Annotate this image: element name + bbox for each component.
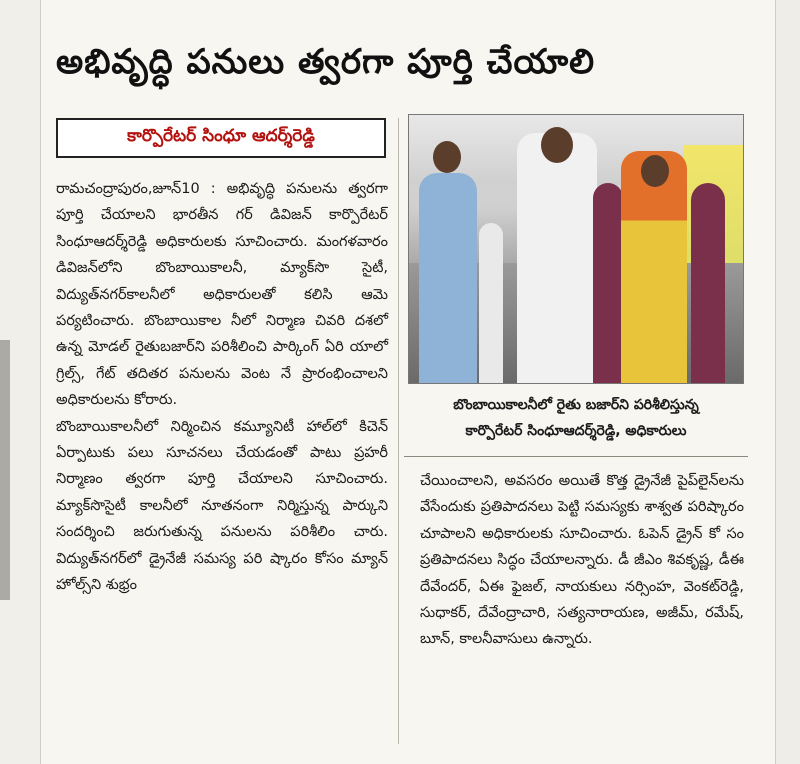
news-photo <box>408 114 744 384</box>
photo-person-head <box>641 155 669 187</box>
article-paragraph: చేయించాలని, అవసరం అయితే కొత్త డ్రైనేజీ పైప్‌లైన్‌లను వేసేందుకు ప్రతిపాదనలు పెట్టి సమస్యకు శాశ్వత పరిష్కారం చూపాలని అధికారులకు సూచించారు. ఓపెన్ డ్రైన్ కో సం ప్రతిపాదనలు సిద్ధం చేయాలన్నారు. డీ జీఎం శివకృష్ణ, డీఈ దేవేందర్, ఏఈ ఫైజల్, నాయకులు నర్సింహ, వెంకట్‌రెడ్డి, సుధాకర్, దేవేంద్రాచారి, సత్యనారాయణ, అజీమ్, రమేష్, బూన్, కాలనీవాసులు ఉన్నారు. <box>420 473 744 648</box>
caption-divider <box>404 456 748 457</box>
article-paragraph: రామచంద్రాపురం,జూన్10 : అభివృద్ధి పనులను త్వరగా పూర్తి చేయాలని భారతీన గర్ డివిజన్ కార్పొరేటర్ సింధూఆదర్శ్‌రెడ్డి అధికారులకు సూచించారు. మంగళవారం డివిజన్‌లోని బొంబాయికాలనీ, మ్యాక్‌సొ సైటీ, విద్యుత్‌నగర్‌కాలనీలో అధికారులతో కలిసి ఆమె పర్యటించారు. బొంబాయికాల నీలో నిర్మాణ చివరి దశలో ఉన్న మోడల్ రైతుబజార్‌ని పరిశీలించి పార్కింగ్ ఏరి యాలో గ్రిల్స్, గేట్ తదితర పనులను వెంట నే ప్రారంభించాలని అధికారులను కోరారు. <box>56 181 388 409</box>
photo-caption-line: బొంబాయికాలనీలో రైతు బజార్‌ని పరిశీలిస్తున్న <box>453 397 699 413</box>
photo-person-head <box>541 127 573 163</box>
article-headline: అభివృద్ధి పనులు త్వరగా పూర్తి చేయాలి <box>56 42 596 82</box>
article-paragraph: బొంబాయికాలనీలో నిర్మించిన కమ్యూనిటీ హాల్‌లో కిచెన్ ఏర్పాటుకు పలు సూచనలు చేయడంతో పాటు ప్రహరీ నిర్మాణం త్వరగా పూర్తి చేయాలని సూచించారు. మ్యాక్‌సొసైటీ కాలనీలో నూతనంగా నిర్మిస్తున్న పార్కుని సందర్శించి జరుగుతున్న పనులను పరిశీలిం చారు. విద్యుత్‌నగర్‌లో డ్రైనేజీ సమస్య పరి ష్కారం కోసం మ్యాన్ హోల్స్‌ని శుభ్రం <box>56 418 388 594</box>
photo-person <box>691 183 725 383</box>
adjacent-column-right <box>775 0 800 764</box>
adjacent-column-left <box>0 0 41 764</box>
photo-person <box>517 133 597 383</box>
photo-caption-line: కార్పొరేటర్ సింధూఆదర్శ్‌రెడ్డి, అధికారులు <box>465 423 687 439</box>
article-left-column <box>56 176 388 599</box>
column-divider <box>398 118 399 744</box>
article-subheadline: కార్పొరేటర్ సింధూ ఆదర్శ్‌రెడ్డి <box>127 126 315 146</box>
adjacent-image-strip <box>0 340 10 600</box>
photo-person <box>593 183 623 383</box>
photo-person <box>479 223 503 383</box>
article-subheadline-box <box>56 118 386 158</box>
photo-person-head <box>433 141 461 173</box>
photo-person <box>419 173 477 383</box>
article-right-column <box>420 468 744 653</box>
photo-caption <box>408 392 744 444</box>
